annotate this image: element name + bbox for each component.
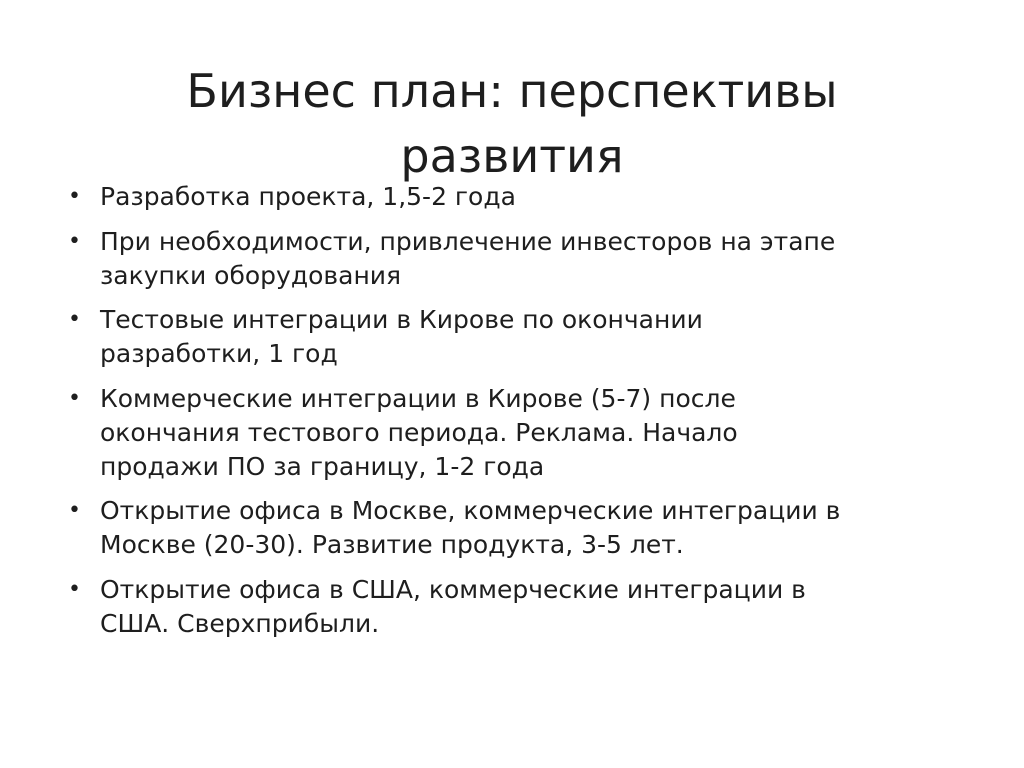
bullet-text-line: США. Сверхприбыли. — [100, 608, 380, 638]
bullet-item — [60, 382, 960, 484]
bullet-dot-icon: • — [68, 576, 81, 602]
bullet-text — [100, 180, 960, 214]
bullet-text-line: Москве (20-30). Развитие продукта, 3-5 лет. — [100, 530, 684, 559]
bullet-text-line: окончания тестового периода. Реклама. Начало — [100, 417, 738, 447]
bullet-dot-icon: • — [68, 385, 81, 411]
bullet-text — [100, 303, 960, 371]
bullet-item — [60, 180, 960, 214]
bullet-text-line: Открытие офиса в США, коммерческие интеграции в — [100, 574, 806, 604]
slide-title-line: развития — [400, 129, 624, 184]
bullet-text-line: Коммерческие интеграции в Кирове (5-7) после — [100, 383, 736, 413]
bullet-list — [60, 180, 960, 651]
bullet-text — [100, 494, 960, 562]
bullet-dot-icon: • — [68, 307, 81, 332]
bullet-text-line: При необходимости, привлечение инвесторов на этапе — [100, 226, 836, 256]
bullet-dot-icon: • — [68, 228, 81, 254]
bullet-text-line: продажи ПО за границу, 1-2 года — [100, 451, 545, 481]
bullet-text — [100, 225, 960, 293]
bullet-dot-icon: • — [68, 498, 81, 523]
bullet-item — [60, 494, 960, 562]
slide-title-line: Бизнес план: перспективы — [186, 63, 838, 118]
bullet-text-line: разработки, 1 год — [100, 339, 338, 368]
bullet-text — [100, 382, 960, 484]
slide-title — [80, 59, 944, 190]
bullet-text — [100, 573, 960, 641]
bullet-text-line: Открытие офиса в Москве, коммерческие интеграции в — [100, 496, 841, 525]
bullet-dot-icon: • — [68, 184, 81, 209]
bullet-text-line: закупки оборудования — [100, 260, 402, 290]
bullet-text-line: Тестовые интеграции в Кирове по окончании — [100, 305, 703, 334]
bullet-item — [60, 225, 960, 293]
bullet-item — [60, 303, 960, 371]
bullet-text-line: Разработка проекта, 1,5-2 года — [100, 182, 516, 211]
bullet-item — [60, 573, 960, 641]
